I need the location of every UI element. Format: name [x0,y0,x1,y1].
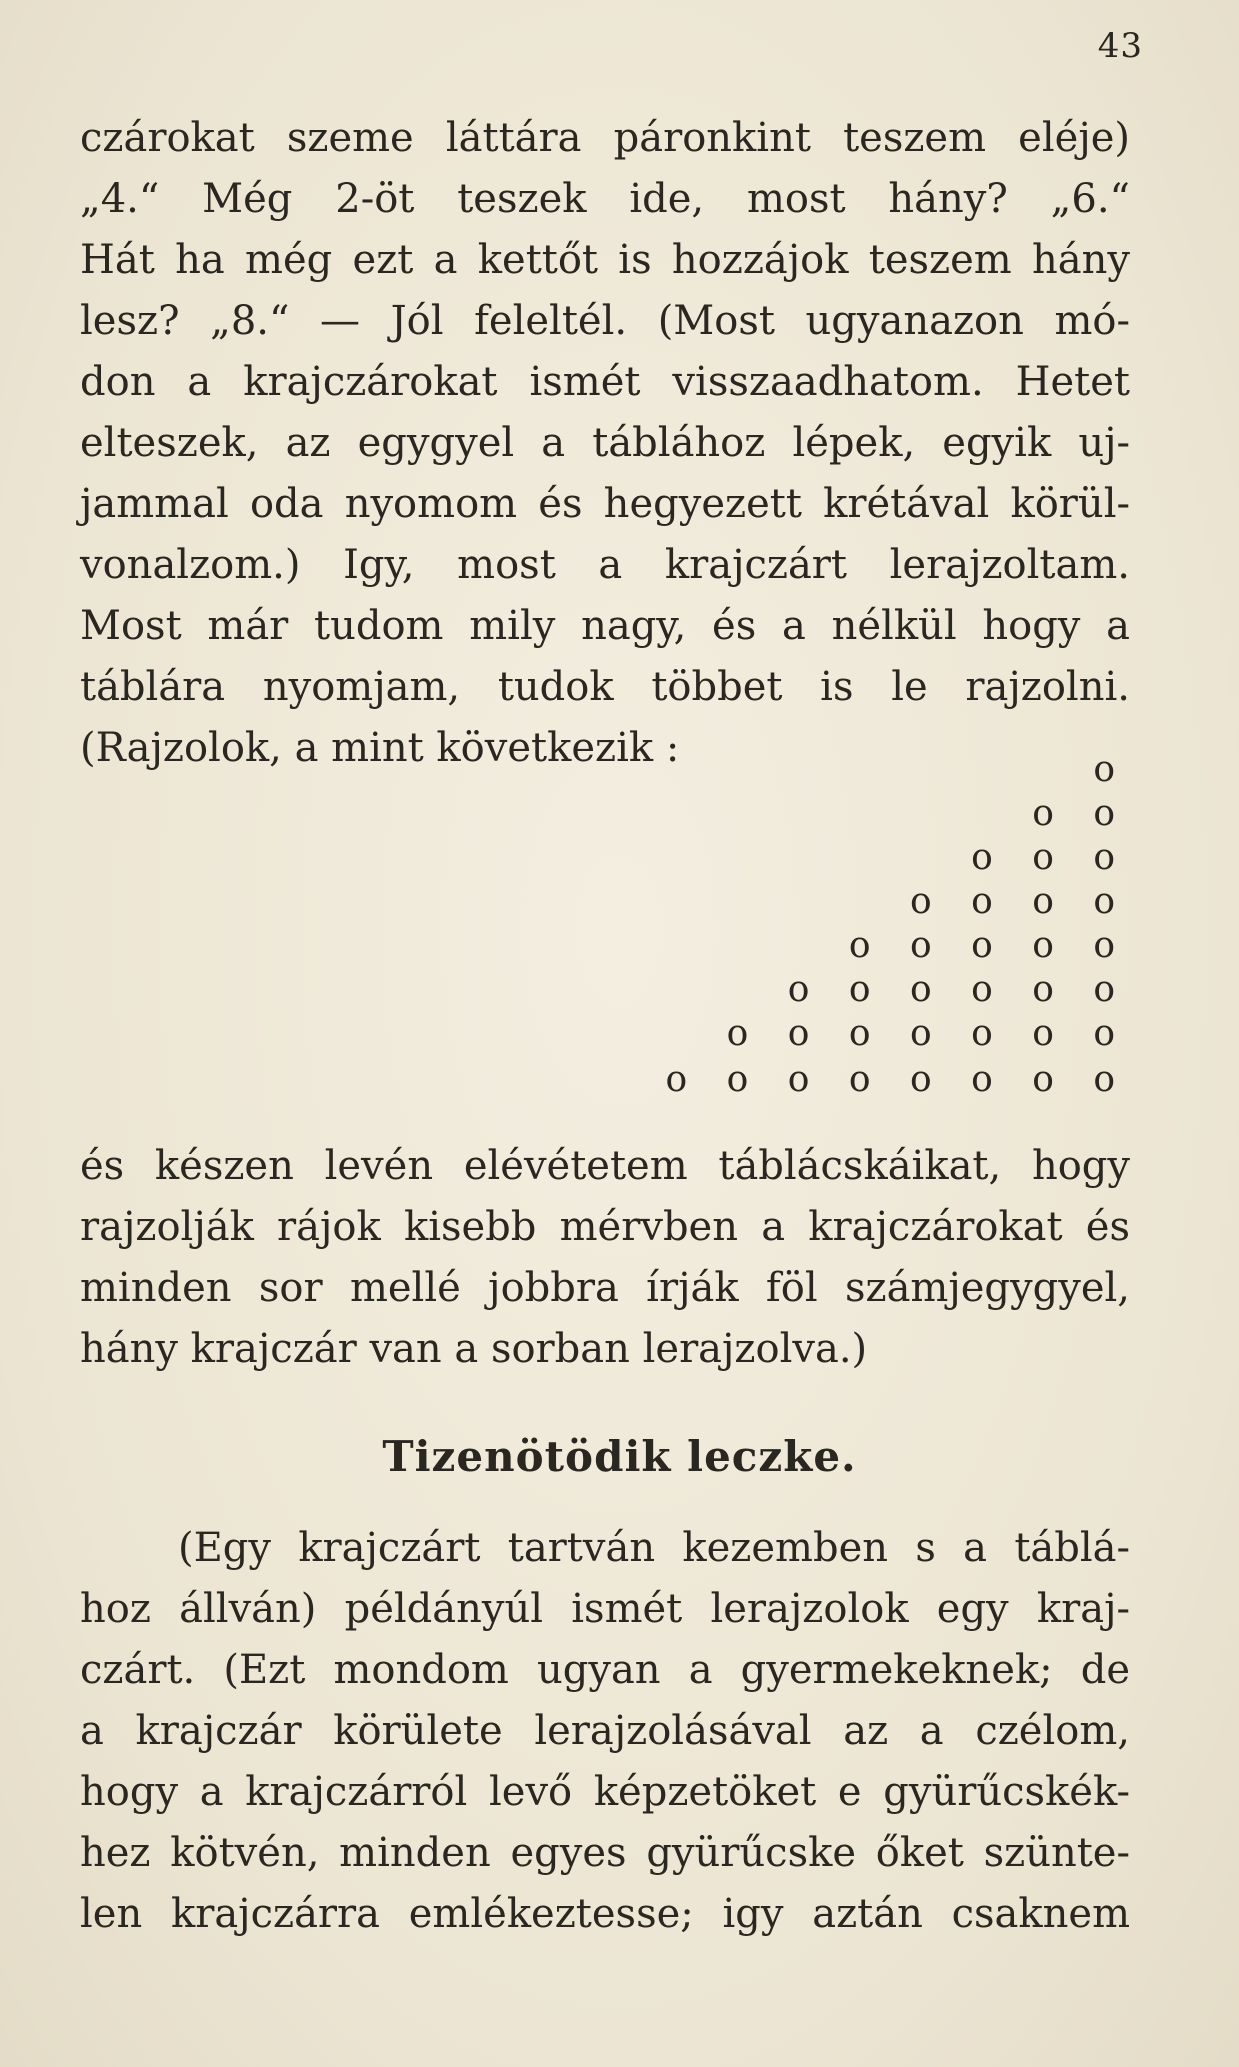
page-number: 43 [1097,26,1143,66]
text-line: táblára nyomjam, tudok többet is le rajzolni. [80,664,1130,710]
text-line: czárt. (Ezt mondom ugyan a gyermekeknek; de [80,1647,1130,1693]
text-line: minden sor mellé jobbra írják föl számjegygyel, [80,1265,1130,1311]
coin-row: o o o o o o o [726,1013,1129,1054]
text-line: jammal oda nyomom és hegyezett krétával körül- [80,481,1130,527]
text-line: len krajczárra emlékeztesse; igy aztán csaknem [80,1891,1130,1937]
text-line: rajzolják rájok kisebb mérvben a krajczárokat és [80,1204,1130,1250]
text-line: hez kötvén, minden egyes gyürűcske őket szünte- [80,1830,1130,1876]
text-line: elteszek, az egygyel a táblához lépek, egyik uj- [80,420,1130,466]
text-line: „4.“ Még 2-öt teszek ide, most hány? „6.“ [80,176,1130,222]
text-line: lesz? „8.“ — Jól feleltél. (Most ugyanazon mó- [80,298,1130,344]
text-line: hogy a krajczárról levő képzetöket e gyürűcskék- [80,1769,1130,1815]
coin-row: o o [1032,793,1129,834]
text-line: a krajczár körülete lerajzolásával az a czélom, [80,1708,1130,1754]
text-line: (Rajzolok, a mint következik : [80,725,680,771]
text-line: hány krajczár van a sorban lerajzolva.) [80,1326,868,1372]
paragraph-3 [80,1518,1130,1945]
coin-row: o o o o [909,881,1129,922]
text-line: hoz állván) példányúl ismét lerajzolok egy kraj- [80,1586,1130,1632]
text-line: czárokat szeme láttára páronkint teszem eléje) [80,115,1130,161]
paragraph-2 [80,1136,1130,1380]
text-line: és készen levén elévétetem táblácskáikat, hogy [80,1143,1130,1189]
coin-row: o [1093,749,1129,790]
text-line: don a krajczárokat ismét visszaadhatom. Hetet [80,359,1130,405]
paragraph-1 [80,108,1130,779]
text-line: Most már tudom mily nagy, és a nélkül hogy a [80,603,1130,649]
lesson-heading: Tizenötödik leczke. [382,1432,857,1481]
text-line: vonalzom.) Igy, most a krajczárt lerajzoltam. [80,542,1130,588]
coin-row: o o o o o o o o [665,1059,1129,1100]
text-line: Hát ha még ezt a kettőt is hozzájok teszem hány [80,237,1130,283]
text-line: (Egy krajczárt tartván kezemben s a táblá- [178,1525,1130,1571]
coin-row: o o o o o o [787,969,1129,1010]
coin-row: o o o [971,837,1129,878]
coin-row: o o o o o [848,925,1129,966]
